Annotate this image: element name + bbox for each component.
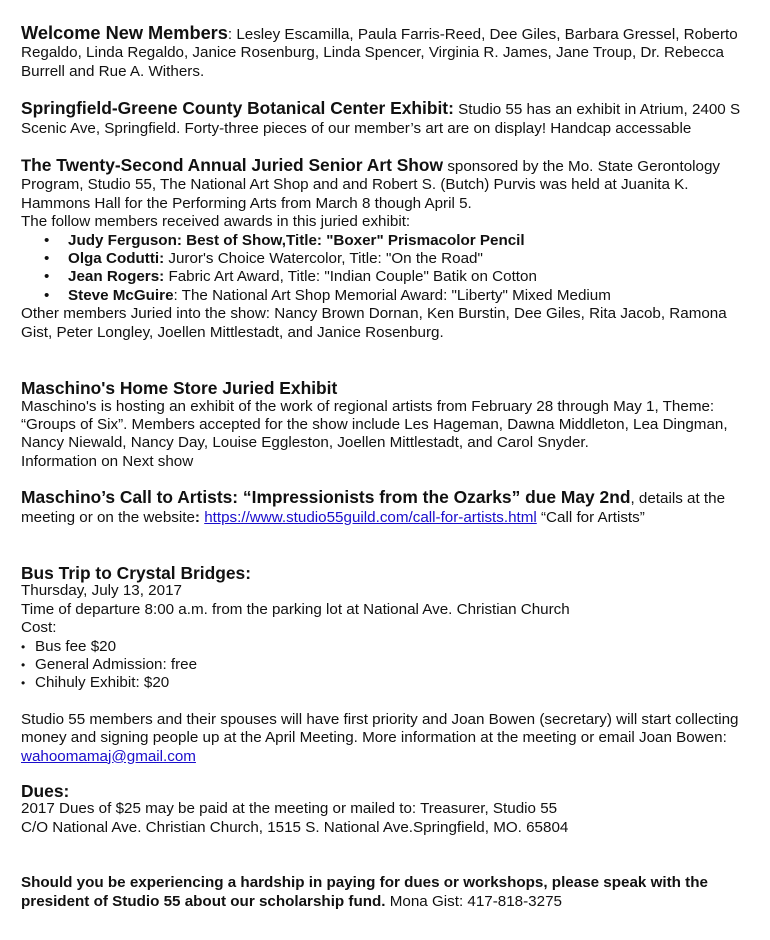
bus-trip-heading: Bus Trip to Crystal Bridges:: [21, 562, 251, 583]
welcome-text: : Lesley Escamilla, Paula Farris-Reed, Dee Giles, Barbara Gressel, Roberto Regaldo, Linda Regaldo, Janice Rosenburg, Linda Spencer, Virginia R. James, Jane Troup, Dr. Rebecca Burrell and Rue A. Withers.: [21, 26, 738, 80]
maschino-home-text: Maschino's is hosting an exhibit of the work of regional artists from February 28 through May 1, Theme: “Groups of Six”. Members accepted for the show include Les Hageman, Dawna Middleton, Lea Dingman, Nancy Niewald, Nancy Day, Louise Eggleston, Joellen Mittlestadt, and Carol Snyder.: [21, 397, 728, 452]
botanical-heading: Springfield-Greene County Botanical Center Exhibit:: [21, 98, 454, 119]
juried-show-section: [21, 156, 759, 342]
awards-list: [21, 232, 759, 306]
dues-section: [21, 782, 759, 837]
award-winner: Olga Codutti:: [68, 250, 165, 268]
call-for-artists-link[interactable]: https://www.studio55guild.com/call-for-artists.html: [204, 508, 537, 526]
maschino-call-link-label: “Call for Artists”: [536, 508, 645, 526]
juried-text: sponsored by the Mo. State Gerontology Program, Studio 55, The National Art Shop and and Robert S. (Butch) Purvis was held at Juanita K. Hammons Hall for the Performing Arts from March 8 though April 5.: [21, 158, 721, 212]
maschino-home-section: [21, 379, 759, 471]
award-winner: Jean Rogers:: [68, 268, 165, 286]
cost-item: • Bus fee $20: [21, 638, 759, 656]
award-item: [44, 268, 759, 286]
bus-trip-cost-list: [21, 638, 759, 693]
welcome-section: [21, 24, 759, 81]
botanical-section: [21, 99, 759, 138]
cost-item: • General Admission: free: [21, 656, 759, 674]
maschino-call-colon: :: [194, 508, 200, 526]
maschino-home-next: Information on Next show: [21, 452, 194, 470]
bus-trip-departure: Time of departure 8:00 a.m. from the parking lot at National Ave. Christian Church: [21, 600, 570, 618]
bus-trip-cost-label: Cost:: [21, 619, 57, 637]
welcome-heading: Welcome New Members: [21, 23, 228, 43]
juried-heading: he Twenty-Second Annual Juried Senior Art Show: [31, 155, 444, 176]
cost-item: • Chihuly Exhibit: $20: [21, 674, 759, 692]
award-item: [44, 250, 759, 268]
award-detail: Fabric Art Award, Title: "Indian Couple" Batik on Cotton: [164, 268, 537, 286]
maschino-home-heading: Maschino's Home Store Juried Exhibit: [21, 378, 338, 399]
maschino-call-text: , details at the meeting or on the website: [21, 490, 726, 526]
dues-line-1: 2017 Dues of $25 may be paid at the meeting or mailed to: Treasurer, Studio 55: [21, 800, 558, 818]
award-detail: Juror's Choice Watercolor, Title: "On the Road": [164, 250, 483, 268]
hardship-notice: Should you be experiencing a hardship in paying for dues or workshops, please speak with the president of Studio 55 about our scholarship fund.: [21, 874, 708, 910]
email-link[interactable]: wahoomamaj@gmail.com: [21, 747, 196, 765]
juried-others: Other members Juried into the show: Nancy Brown Dornan, Ken Burstin, Dee Giles, Rita Jacob, Ramona Gist, Peter Longley, Joellen Mittlestadt, and Janice Rosenburg.: [21, 305, 727, 341]
award-item: [44, 232, 759, 250]
bus-trip-date: Thursday, July 13, 2017: [21, 582, 182, 600]
dues-line-2: C/O National Ave. Christian Church, 1515 S. National Ave.Springfield, MO. 65804: [21, 818, 569, 836]
bus-trip-section: [21, 564, 759, 766]
maschino-call-section: [21, 488, 759, 527]
award-winner: Steve McGuire: [68, 286, 174, 304]
botanical-text: Studio 55 has an exhibit in Atrium, 2400 S Scenic Ave, Springfield. Forty-three pieces of our member’s art are on display! Handcap accessable: [21, 101, 741, 137]
newsletter-page: [21, 24, 759, 911]
award-winner: Judy Ferguson: Best of Show,Title: "Boxer" Prismacolor Pencil: [68, 231, 525, 249]
maschino-call-heading: Maschino’s Call to Artists: “Impressionists from the Ozarks” due May 2nd: [21, 487, 631, 508]
juried-intro: The follow members received awards in this juried exhibit:: [21, 213, 411, 231]
bus-trip-text: Studio 55 members and their spouses will have first priority and Joan Bowen (secretary) will start collecting money and signing people up at the April Meeting. More information at the meeting or email Joan Bowen:: [21, 710, 739, 747]
hardship-section: [21, 874, 759, 911]
dues-heading: Dues:: [21, 781, 70, 801]
award-item: [44, 287, 759, 305]
juried-heading-initial: T: [21, 156, 32, 176]
bus-trip-info: [21, 711, 759, 766]
hardship-contact: Mona Gist: 417-818-3275: [385, 892, 562, 910]
award-detail: : The National Art Shop Memorial Award: "Liberty" Mixed Medium: [173, 286, 611, 304]
